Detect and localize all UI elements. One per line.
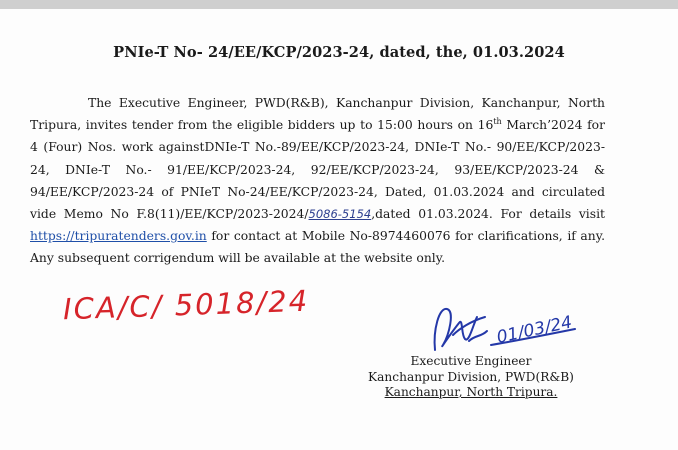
signature-block — [352, 354, 590, 401]
body-text-4: for contact at Mobile No-8974460076 for clarifications, if any. Any subsequent corrigendum will be available at the website only. — [30, 229, 605, 266]
ordinal-suffix: th — [493, 117, 502, 127]
notice-title: PNIe-T No- 24/EE/KCP/2023-24, dated, the, 01.03.2024 — [113, 44, 565, 61]
memo-number-handwritten: 5086-5154 — [308, 207, 372, 222]
place-line: Kanchanpur, North Tripura. — [384, 385, 558, 399]
notice-body — [30, 92, 605, 270]
body-text-1: The Executive Engineer, PWD(R&B), Kanchanpur Division, Kanchanpur, North Tripura, invites tender from the eligible bidders up to 15:00 hours on 16 — [30, 96, 605, 133]
tender-website-link[interactable]: https://tripuratenders.gov.in — [30, 229, 207, 244]
top-edge-bar — [0, 0, 678, 9]
body-text-2: March’2024 for 4 (Four) Nos. work againstDNIe-T No.-89/EE/KCP/2023-24, DNIe-T No.- 90/EE/KCP/2023-24, DNIe-T No.- 91/EE/KCP/2023-24, 92/EE/KCP/2023-24, 93/EE/KCP/2023-24 & 94/EE/KCP/2023-24 of PNIeT No-24/EE/KCP/2023-24, Dated, 01.03.2024 and circulated vide Memo No F.8(11)/EE/KCP/2023-2024/ — [30, 118, 605, 222]
designation-line: Executive Engineer — [410, 354, 532, 368]
handwritten-receipt-note: ICA/C/ 5018/24 — [62, 283, 310, 327]
signature-date: 01/03/24 — [495, 312, 574, 348]
division-line: Kanchanpur Division, PWD(R&B) — [368, 369, 574, 384]
notice-paragraph — [30, 92, 605, 270]
body-text-3: ,dated 01.03.2024. For details visit — [371, 207, 605, 222]
